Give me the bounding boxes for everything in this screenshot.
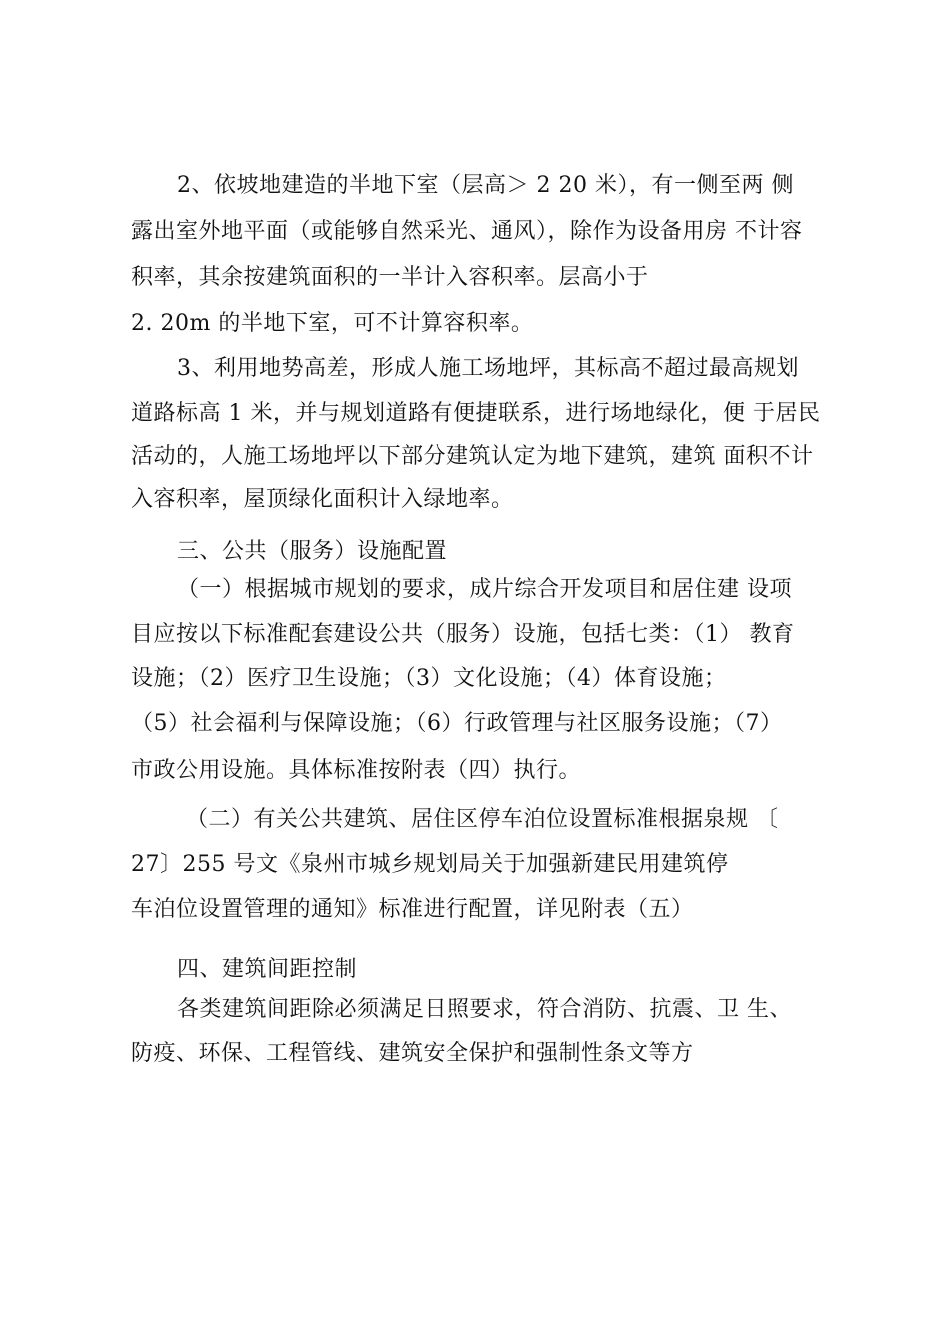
paragraph-line: 露出室外地平面（或能够自然采光、通风），除作为设备用房 不计容	[131, 219, 803, 244]
paragraph-line: 3、利用地势高差，形成人施工场地坪，其标高不超过最高规划	[177, 356, 799, 381]
paragraph-line: 道路标高 1 米，并与规划道路有便捷联系，进行场地绿化，便 于居民	[131, 401, 821, 426]
paragraph-line: 积率，其余按建筑面积的一半计入容积率。层高小于	[131, 265, 649, 290]
paragraph-line: （5）社会福利与保障设施；（6）行政管理与社区服务设施；（7）	[131, 711, 783, 736]
paragraph-line: 设施；（2）医疗卫生设施；（3）文化设施；（4）体育设施；	[131, 666, 727, 691]
paragraph-line: 2. 20m 的半地下室，可不计算容积率。	[131, 311, 534, 336]
paragraph-line: 27〕255 号文《泉州市城乡规划局关于加强新建民用建筑停	[131, 852, 729, 877]
section-heading: 三、公共（服务）设施配置	[177, 539, 448, 564]
paragraph-line: 车泊位设置管理的通知》标准进行配置，详见附表（五）	[131, 897, 694, 922]
paragraph-line: 活动的，人施工场地坪以下部分建筑认定为地下建筑，建筑 面积不计	[131, 444, 814, 469]
paragraph-line: （一）根据城市规划的要求，成片综合开发项目和居住建 设项	[177, 577, 792, 602]
paragraph-line: （二）有关公共建筑、居住区停车泊位设置标准根据泉规 〔	[186, 807, 779, 832]
paragraph-line: 2、依坡地建造的半地下室（层高＞ 2 20 米），有一侧至两 侧	[177, 173, 794, 198]
paragraph-line: 目应按以下标准配套建设公共（服务）设施，包括七类：（1） 教育	[131, 622, 795, 647]
paragraph-line: 市政公用设施。具体标准按附表（四）执行。	[131, 758, 582, 783]
section-heading: 四、建筑间距控制	[177, 957, 358, 982]
paragraph-line: 各类建筑间距除必须满足日照要求，符合消防、抗震、卫 生、	[177, 997, 792, 1022]
paragraph-line: 入容积率，屋顶绿化面积计入绿地率。	[131, 487, 514, 512]
paragraph-line: 防疫、环保、工程管线、建筑安全保护和强制性条文等方	[131, 1041, 694, 1066]
